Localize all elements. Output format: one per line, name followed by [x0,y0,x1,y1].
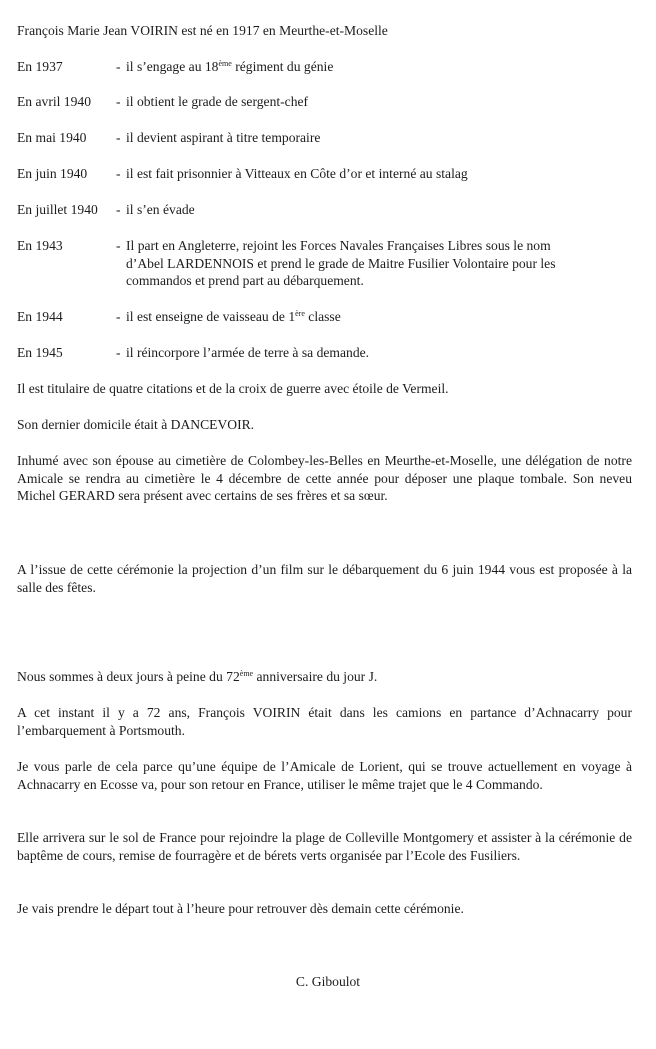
superscript: ème [218,59,232,68]
signature: C. Giboulot [295,974,361,989]
timeline-date: En mai 1940 [17,130,87,145]
timeline-text [126,308,626,326]
timeline-text-line: d’Abel LARDENNOIS et prend le grade de Maitre Fusilier Volontaire pour les [126,255,556,271]
domicile-paragraph: Son dernier domicile était à DANCEVOIR. [17,417,255,432]
timeline-dash: - [116,309,121,324]
timeline-text-before: il s’engage au 18 [126,59,219,74]
timeline-date: En juillet 1940 [17,202,98,217]
timeline-dash: - [116,345,121,360]
timeline-text: il devient aspirant à titre temporaire [126,130,321,145]
timeline-date: En 1944 [17,309,63,324]
timeline-text-after: régiment du génie [231,59,334,74]
timeline-text: il réincorpore l’armée de terre à sa demande. [126,345,370,360]
instant-paragraph: A cet instant il y a 72 ans, François VOIRIN était dans les camions en partance d’Achnacarry pour l’embarquement à Portsmouth. [17,705,632,738]
timeline-text-line: commandos et prend part au débarquement. [126,273,364,289]
depart-paragraph: Je vais prendre le départ tout à l’heure pour retrouver dès demain cette cérémonie. [17,901,464,916]
superscript: ère [295,309,305,318]
anniversaire-text-after: anniversaire du jour J. [253,669,378,684]
citations-paragraph: Il est titulaire de quatre citations et de la croix de guerre avec étoile de Vermeil. [17,381,449,396]
timeline-date: En avril 1940 [17,94,91,109]
inhume-paragraph: Inhumé avec son épouse au cimetière de Colombey-les-Belles en Meurthe-et-Moselle, une délégation de notre Amicale se rendra au cimetière le 4 décembre de cette année pour déposer une plaque tombale. Son neveu Michel GERARD sera présent avec certains de ses frères et sa sœur. [17,453,632,504]
timeline-dash: - [116,202,121,217]
superscript: ème [239,669,254,678]
timeline-dash: - [116,130,121,145]
anniversaire-text-before: Nous sommes à deux jours à peine du 72 [17,669,240,684]
arrivee-paragraph: Elle arrivera sur le sol de France pour rejoindre la plage de Colleville Montgomery et assister à la cérémonie de baptême de cours, remise de fourragère et de bérets verts organisée par l’Ecole des Fusiliers. [17,830,632,863]
timeline-dash: - [116,238,121,253]
projection-paragraph: A l’issue de cette cérémonie la projection d’un film sur le débarquement du 6 juin 1944 vous est proposée à la salle des fêtes. [17,562,632,595]
intro-line: François Marie Jean VOIRIN est né en 1917 en Meurthe-et-Moselle [17,23,388,38]
anniversaire-paragraph [17,668,632,686]
timeline-dash: - [116,59,121,74]
timeline-text: il obtient le grade de sergent-chef [126,94,309,109]
timeline-dash: - [116,94,121,109]
timeline-date: En 1943 [17,238,63,253]
timeline-text [126,237,626,290]
timeline-text-before: il est enseigne de vaisseau de 1 [126,309,296,324]
equipe-paragraph: Je vous parle de cela parce qu’une équipe de l’Amicale de Lorient, qui se trouve actuellement en voyage à Achnacarry en Ecosse va, pour son retour en France, utiliser le même trajet que le 4 Commando. [17,759,632,792]
timeline-text-after: classe [304,309,341,324]
timeline-text-line: Il part en Angleterre, rejoint les Forces Navales Françaises Libres sous le nom [126,238,551,253]
timeline-dash: - [116,166,121,181]
timeline-text [126,58,626,76]
timeline-date: En juin 1940 [17,166,88,181]
timeline-date: En 1945 [17,345,63,360]
timeline-text: il est fait prisonnier à Vitteaux en Côte d’or et interné au stalag [126,166,468,181]
timeline-text: il s’en évade [126,202,195,217]
timeline-date: En 1937 [17,59,63,74]
